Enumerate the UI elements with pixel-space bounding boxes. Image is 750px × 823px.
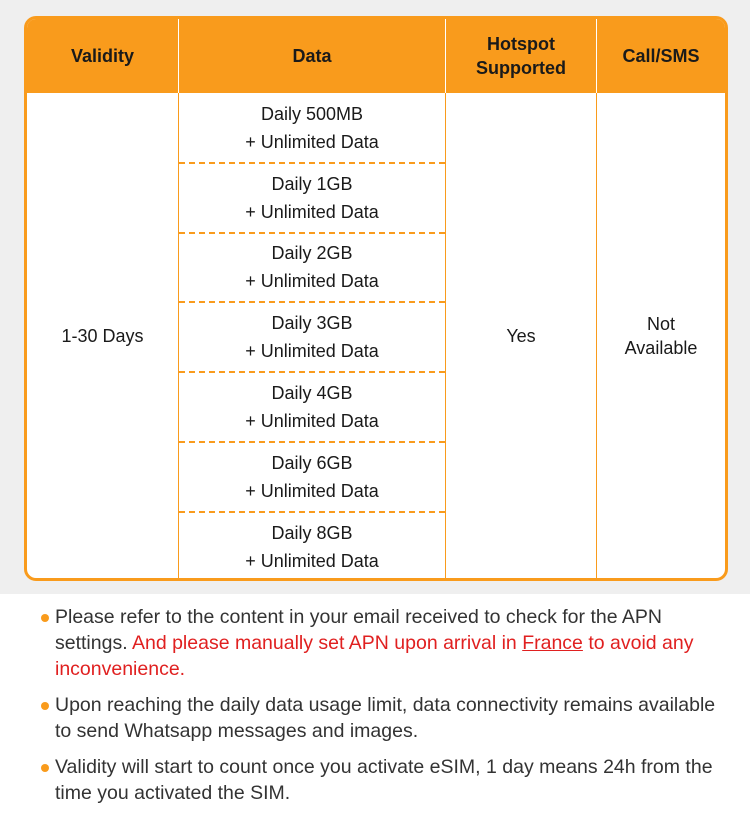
note-text: Validity will start to count once you activate eSIM, 1 day means 24h from the time you activated the SIM.: [55, 756, 713, 804]
data-extra: + Unlimited Data: [245, 480, 379, 501]
data-row: [179, 512, 445, 581]
header-hotspot-line1: Hotspot: [487, 34, 555, 54]
note-text: Please refer to the content in your email received to check for the APN settings.: [55, 606, 662, 654]
data-amount: Daily 2GB: [271, 243, 353, 264]
bullet-icon: [41, 702, 49, 710]
data-extra: + Unlimited Data: [245, 201, 379, 222]
data-amount: Daily 500MB: [260, 103, 364, 124]
validity-value: 1-30 Days: [61, 325, 144, 346]
data-extra: + Unlimited Data: [245, 271, 379, 292]
data-amount: Daily 4GB: [271, 383, 353, 404]
header-hotspot-line2: Supported: [476, 58, 566, 78]
notes-list: [38, 604, 728, 816]
note-item: [38, 692, 728, 744]
data-row: [179, 93, 445, 163]
data-row: [179, 233, 445, 303]
header-data-label: Data: [292, 46, 332, 66]
data-row: [179, 163, 445, 233]
data-amount: Daily 3GB: [271, 313, 353, 334]
header-data: [179, 19, 445, 93]
hotspot-value: Yes: [506, 325, 536, 346]
callsms-value-line2: Available: [624, 337, 698, 358]
header-callsms: [597, 19, 725, 93]
data-row: [179, 372, 445, 442]
data-extra: + Unlimited Data: [245, 341, 379, 362]
header-validity: [27, 19, 178, 93]
header-hotspot: [446, 19, 596, 93]
callsms-cell: [597, 93, 725, 578]
note-item: [38, 604, 728, 682]
plan-table: [24, 16, 728, 581]
data-amount: Daily 1GB: [271, 173, 353, 194]
data-amount: Daily 8GB: [271, 522, 353, 543]
data-row: [179, 442, 445, 512]
note-highlight: And please manually set APN upon arrival in: [131, 632, 523, 654]
data-row: [179, 302, 445, 372]
header-callsms-label: Call/SMS: [622, 46, 700, 66]
validity-cell: [27, 93, 178, 578]
hotspot-cell: [446, 93, 596, 578]
data-extra: + Unlimited Data: [245, 550, 379, 571]
callsms-value-line1: Not: [646, 313, 675, 334]
bullet-icon: [41, 764, 49, 772]
note-text: Upon reaching the daily data usage limit, data connectivity remains available to send Whatsapp messages and images.: [55, 694, 716, 742]
data-amount: Daily 6GB: [271, 452, 353, 473]
note-item: [38, 754, 728, 806]
header-validity-label: Validity: [70, 46, 135, 66]
data-extra: + Unlimited Data: [245, 411, 379, 432]
note-highlight: to avoid any inconvenience.: [55, 632, 694, 680]
france-link[interactable]: France: [522, 632, 583, 654]
bullet-icon: [41, 614, 49, 622]
data-extra: + Unlimited Data: [245, 131, 379, 152]
